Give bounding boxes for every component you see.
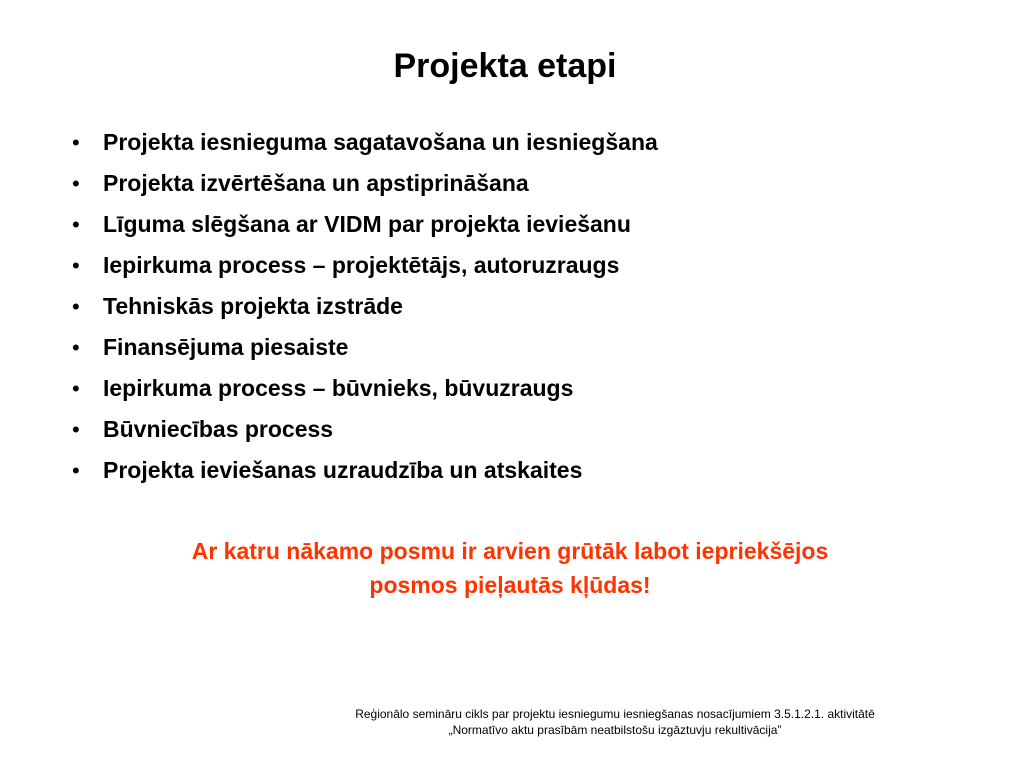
bullet-text: Projekta iesnieguma sagatavošana un iesniegšana [103,129,658,155]
emphasis-line: Ar katru nākamo posmu ir arvien grūtāk labot iepriekšējos [191,538,829,564]
bullet-item [72,368,972,409]
emphasis-line: posmos pieļautās kļūdas! [369,572,651,598]
bullet-dot-icon: • [72,335,80,360]
bullet-item [72,163,972,204]
bullet-dot-icon: • [72,253,80,278]
bullet-item [72,122,972,163]
bullet-dot-icon: • [72,212,80,237]
bullet-dot-icon: • [72,376,80,401]
footer-line: Reģionālo semināru cikls par projektu iesniegumu iesniegšanas nosacījumiem 3.5.1.2.1. aktivitātē [355,707,875,721]
bullet-item [72,450,972,491]
emphasis-note [90,534,930,602]
bullet-text: Iepirkuma process – būvnieks, būvuzraugs [103,375,574,401]
bullet-dot-icon: • [72,171,80,196]
bullet-dot-icon: • [72,458,80,483]
bullet-text: Būvniecības process [103,416,334,442]
bullet-list [72,122,972,491]
slide-footer [250,706,980,738]
bullet-text: Finansējuma piesaiste [103,334,349,360]
bullet-text: Projekta ieviešanas uzraudzība un atskaites [103,457,583,483]
bullet-text: Tehniskās projekta izstrāde [103,293,403,319]
bullet-item [72,245,972,286]
bullet-dot-icon: • [72,417,80,442]
footer-line: „Normatīvo aktu prasībām neatbilstošu izgāztuvju rekultivācija” [448,723,782,737]
bullet-item [72,409,972,450]
bullet-text: Iepirkuma process – projektētājs, autoruzraugs [103,252,620,278]
slide-title: Projekta etapi [393,47,617,85]
bullet-dot-icon: • [72,130,80,155]
bullet-text: Līguma slēgšana ar VIDM par projekta ieviešanu [103,211,631,237]
bullet-text: Projekta izvērtēšana un apstiprināšana [103,170,529,196]
bullet-item [72,286,972,327]
bullet-dot-icon: • [72,294,80,319]
bullet-item [72,204,972,245]
bullet-item [72,327,972,368]
